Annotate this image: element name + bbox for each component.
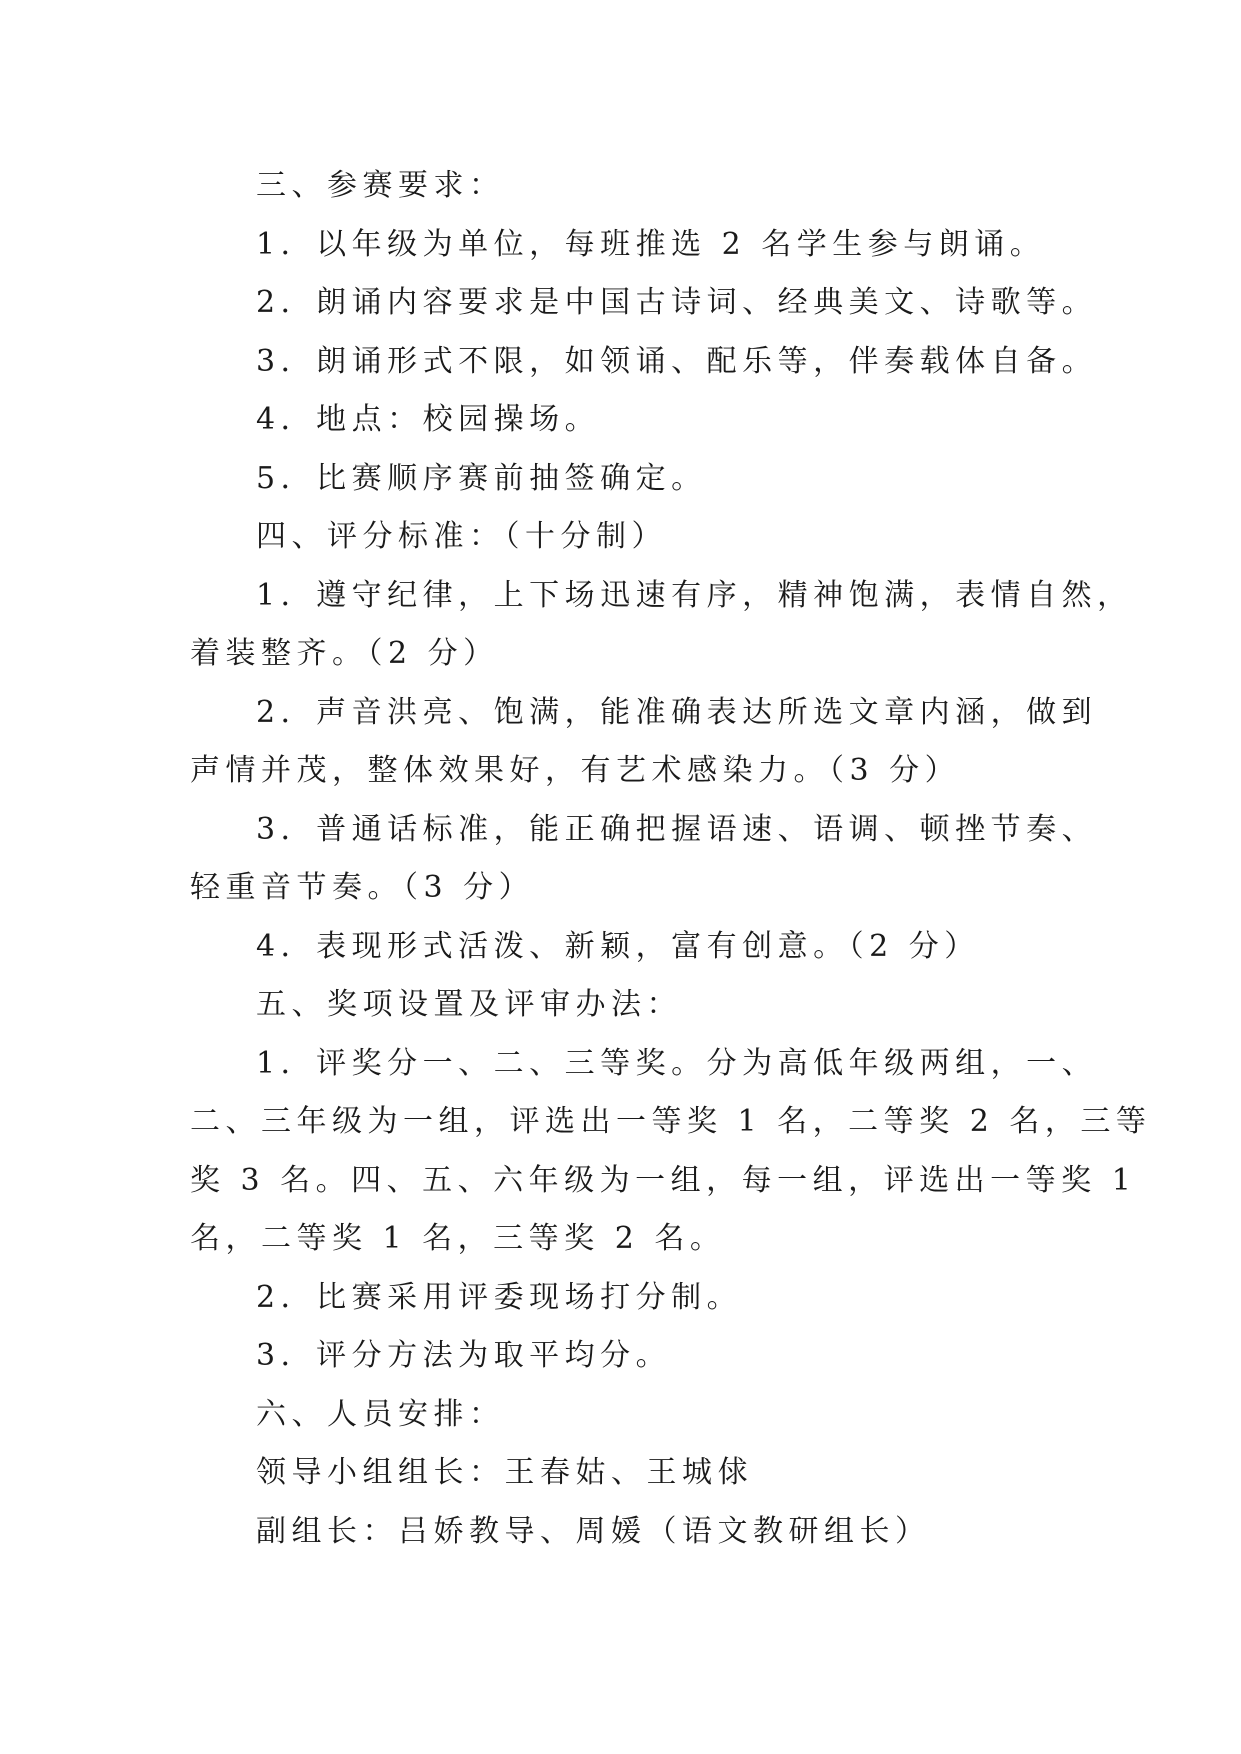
scoring-item-1: 1．遵守纪律，上下场迅速有序，精神饱满，表情自然， <box>256 577 1133 613</box>
awards-item-1-continued-c: 名，二等奖 1 名，三等奖 2 名。 <box>190 1221 726 1256</box>
section-heading-requirements: 三、参赛要求： <box>256 168 505 203</box>
section-heading-staff: 六、人员安排： <box>256 1396 505 1432</box>
awards-item-1-continued-a: 二、三年级为一组，评选出一等奖 1 名，二等奖 2 名，三等 <box>190 1104 1152 1139</box>
scoring-item-2: 2．声音洪亮、饱满，能准确表达所选文章内涵，做到 <box>256 694 1098 730</box>
awards-item-3: 3．评分方法为取平均分。 <box>256 1338 672 1373</box>
scoring-item-3-continued: 轻重音节奏。（3 分） <box>190 870 535 905</box>
requirement-item-4: 4．地点：校园操场。 <box>256 402 601 437</box>
requirement-item-2: 2．朗诵内容要求是中国古诗词、经典美文、诗歌等。 <box>256 285 1098 320</box>
section-heading-awards: 五、奖项设置及评审办法： <box>256 987 682 1022</box>
staff-deputy: 副组长：吕娇教导、周媛（语文教研组长） <box>256 1513 931 1549</box>
awards-item-1: 1．评奖分一、二、三等奖。分为高低年级两组，一、 <box>256 1045 1098 1081</box>
awards-item-1-continued-b: 奖 3 名。四、五、六年级为一组，每一组，评选出一等奖 1 <box>190 1162 1137 1198</box>
document-page <box>190 157 1152 1561</box>
requirement-item-3: 3．朗诵形式不限，如领诵、配乐等，伴奏载体自备。 <box>256 343 1098 379</box>
scoring-item-1-continued: 着装整齐。（2 分） <box>190 636 499 671</box>
scoring-item-3: 3．普通话标准，能正确把握语速、语调、顿挫节奏、 <box>256 811 1098 847</box>
requirement-item-5: 5．比赛顺序赛前抽签确定。 <box>256 460 707 496</box>
awards-item-2: 2．比赛采用评委现场打分制。 <box>256 1279 743 1315</box>
section-heading-scoring: 四、评分标准：（十分制） <box>256 519 667 554</box>
scoring-item-2-continued: 声情并茂，整体效果好，有艺术感染力。（3 分） <box>190 753 961 788</box>
scoring-item-4: 4．表现形式活泼、新颖，富有创意。（2 分） <box>256 928 980 964</box>
requirement-item-1: 1．以年级为单位，每班推选 2 名学生参与朗诵。 <box>256 226 1046 262</box>
staff-leader: 领导小组组长：王春姑、王城俅 <box>256 1455 753 1490</box>
